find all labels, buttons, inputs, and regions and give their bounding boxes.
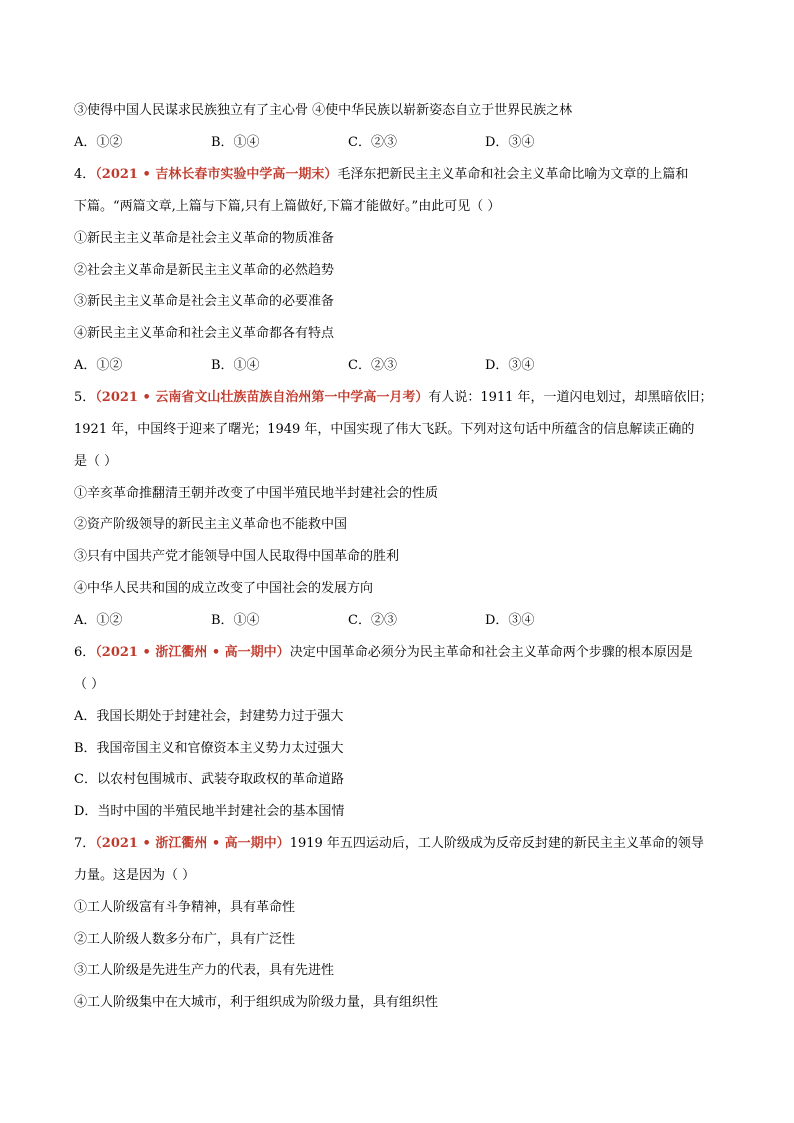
q6-choice-b: B．我国帝国主义和官僚资本主义势力太过强大 bbox=[74, 741, 344, 756]
q6-choice-c: C．以农村包围城市、武装夺取政权的革命道路 bbox=[74, 772, 344, 787]
option-d: D．③④ bbox=[485, 135, 535, 150]
q7-item-4: ④工人阶级集中在大城市，利于组织成为阶级力量，具有组织性 bbox=[74, 995, 439, 1010]
question-text: 毛泽东把新民主主义革命和社会主义革命比喻为文章的上篇和 bbox=[337, 167, 689, 182]
q4-item-3: ③新民主主义革命是社会主义革命的必要准备 bbox=[74, 294, 335, 309]
q4-item-1: ①新民主主义革命是社会主义革命的物质准备 bbox=[74, 231, 335, 246]
option-b: B．①④ bbox=[211, 135, 260, 150]
q6-stem-line-1 bbox=[74, 644, 693, 662]
q4-item-4: ④新民主主义革命和社会主义革命都各有特点 bbox=[74, 326, 335, 341]
q5-stem-line-2: 1921 年，中国终于迎来了曙光；1949 年，中国实现了伟大飞跃。下列对这句话中所蕴含的信息解读正确的 bbox=[74, 422, 695, 437]
question-number: 7． bbox=[74, 836, 96, 851]
q7-stem-line-1 bbox=[74, 835, 704, 853]
q7-stem-line-2: 力量。这是因为（ ） bbox=[74, 868, 196, 883]
q4-item-2: ②社会主义革命是新民主主义革命的必然趋势 bbox=[74, 263, 335, 278]
q5-item-3: ③只有中国共产党才能领导中国人民取得中国革命的胜利 bbox=[74, 549, 400, 564]
option-b: B．①④ bbox=[211, 613, 260, 628]
question-number: 4． bbox=[74, 167, 96, 182]
q7-item-2: ②工人阶级人数多分布广，具有广泛性 bbox=[74, 932, 296, 947]
q4-stem-line-1 bbox=[74, 166, 688, 184]
option-c: C．②③ bbox=[348, 358, 397, 373]
q7-item-3: ③工人阶级是先进生产力的代表，具有先进性 bbox=[74, 963, 335, 978]
option-a: A．①② bbox=[74, 358, 123, 373]
q5-stem-line-3: 是（ ） bbox=[74, 454, 118, 469]
q4-stem-line-2: 下篇。“两篇文章,上篇与下篇,只有上篇做好,下篇才能做好。”由此可见（ ） bbox=[74, 199, 501, 214]
question-number: 6． bbox=[74, 645, 96, 660]
q7-item-1: ①工人阶级富有斗争精神，具有革命性 bbox=[74, 900, 296, 915]
q5-options bbox=[74, 612, 622, 630]
q5-stem-line-1 bbox=[74, 389, 713, 407]
option-c: C．②③ bbox=[348, 135, 397, 150]
question-source: （2021 • 浙江衢州 • 高一期中） bbox=[95, 645, 290, 660]
question-text: 1919 年五四运动后，工人阶级成为反帝反封建的新民主主义革命的领导 bbox=[289, 836, 704, 851]
question-source: （2021 • 云南省文山壮族苗族自治州第一中学高一月考） bbox=[95, 390, 429, 405]
q6-choice-a: A．我国长期处于封建社会，封建势力过于强大 bbox=[74, 709, 344, 724]
q6-choice-d: D．当时中国的半殖民地半封建社会的基本国情 bbox=[74, 804, 345, 819]
q5-item-4: ④中华人民共和国的成立改变了中国社会的发展方向 bbox=[74, 581, 374, 596]
q5-item-2: ②资产阶级领导的新民主主义革命也不能救中国 bbox=[74, 517, 348, 532]
question-source: （2021 • 吉林长春市实验中学高一期末） bbox=[95, 167, 338, 182]
q6-stem-line-2: （ ） bbox=[74, 677, 105, 692]
option-b: B．①④ bbox=[211, 358, 260, 373]
q4-options bbox=[74, 357, 622, 375]
option-a: A．①② bbox=[74, 135, 123, 150]
question-source: （2021 • 浙江衢州 • 高一期中） bbox=[95, 836, 290, 851]
question-text: 有人说：1911 年，一道闪电划过，却黑暗依旧； bbox=[428, 390, 713, 405]
option-d: D．③④ bbox=[485, 358, 535, 373]
option-a: A．①② bbox=[74, 613, 123, 628]
question-text: 决定中国革命必须分为民主革命和社会主义革命两个步骤的根本原因是 bbox=[289, 645, 693, 660]
q5-item-1: ①辛亥革命推翻清王朝并改变了中国半殖民地半封建社会的性质 bbox=[74, 486, 439, 501]
option-c: C．②③ bbox=[348, 613, 397, 628]
pre-options bbox=[74, 134, 622, 152]
pre-item-3-4: ③使得中国人民谋求民族独立有了主心骨 ④使中华民族以崭新姿态自立于世界民族之林 bbox=[74, 103, 573, 118]
option-d: D．③④ bbox=[485, 613, 535, 628]
question-number: 5． bbox=[74, 390, 96, 405]
